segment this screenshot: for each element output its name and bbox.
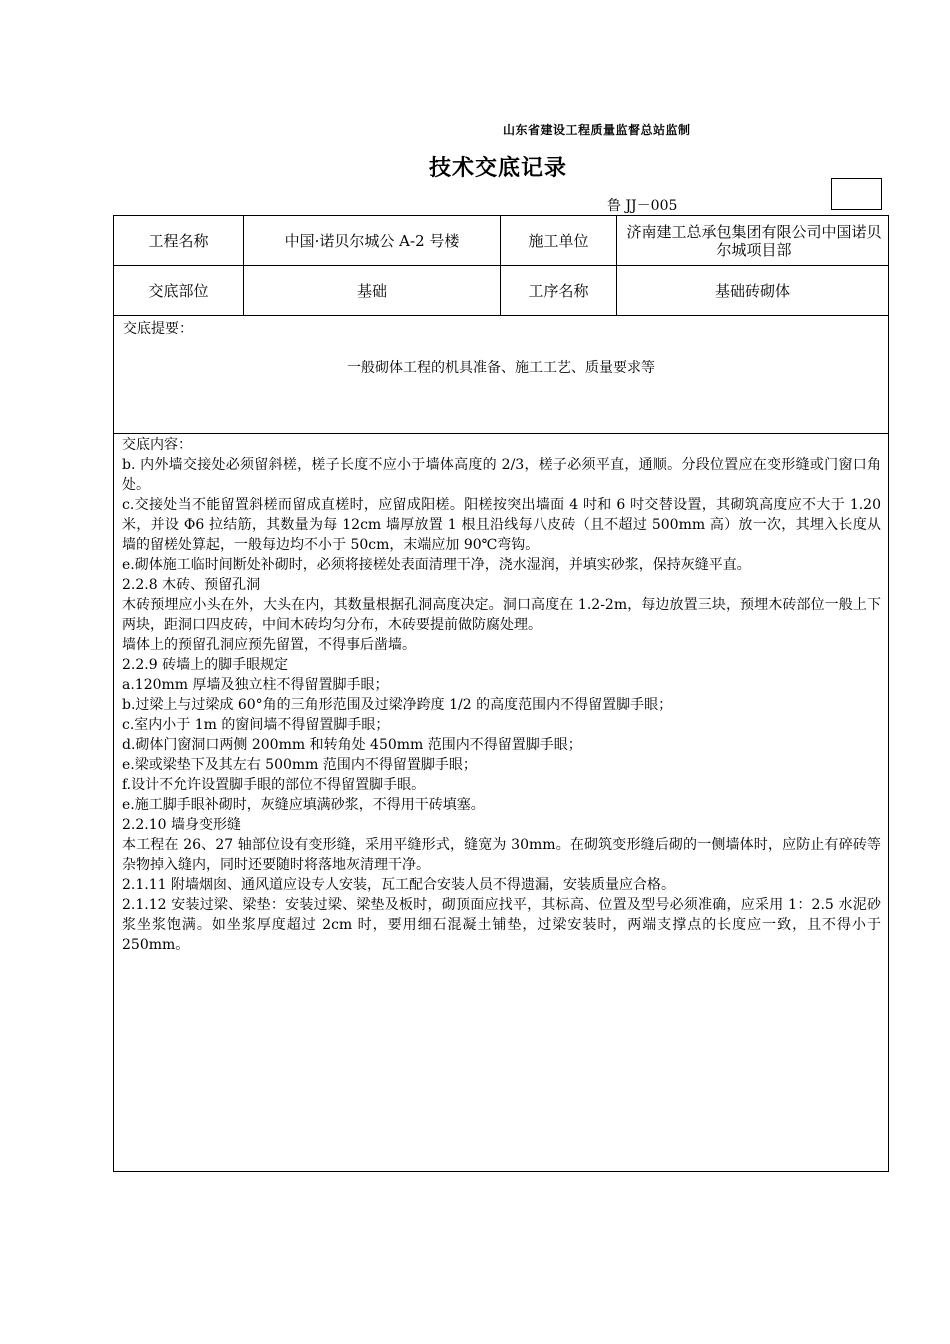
content-heading: 2.2.8 木砖、预留孔洞 bbox=[122, 577, 261, 593]
summary-label: 交底提要： bbox=[123, 321, 193, 337]
form-code: 鲁 JJ－005 bbox=[607, 198, 678, 214]
part-value: 基础 bbox=[356, 281, 387, 300]
project-name-label: 工程名称 bbox=[148, 231, 209, 250]
content-label: 交底内容： bbox=[122, 437, 192, 453]
part-label: 交底部位 bbox=[148, 281, 209, 300]
content-line: c.室内小于 1m 的窗间墙不得留置脚手眼； bbox=[122, 717, 390, 733]
contractor-label: 施工单位 bbox=[528, 231, 589, 250]
content-heading: 2.2.10 墙身变形缝 bbox=[122, 817, 241, 833]
page-title: 技术交底记录 bbox=[428, 156, 567, 181]
summary-text: 一般砌体工程的机具准备、施工工艺、质量要求等 bbox=[347, 360, 655, 376]
record-number-box[interactable] bbox=[831, 178, 882, 210]
content-line: 木砖预埋应小头在外，大头在内，其数量根据孔洞高度决定。洞口高度在 1.2-2m，每边放置三块，预埋木砖部位一般上下两块，距洞口四皮砖，中间木砖均匀分布，木砖要提前做防腐处理。 bbox=[122, 597, 881, 633]
content-line: 本工程在 26、27 轴部位设有变形缝，采用平缝形式，缝宽为 30mm。在砌筑变形缝后砌的一侧墙体时，应防止有碎砖等杂物掉入缝内，同时还要随时将落地灰清理干净。 bbox=[122, 837, 881, 873]
content-line: f.设计不允许设置脚手眼的部位不得留置脚手眼。 bbox=[122, 777, 426, 793]
content-line: e.梁或梁垫下及其左右 500mm 范围内不得留置脚手眼； bbox=[122, 757, 477, 773]
content-line: 2.1.11 附墙烟囱、通风道应设专人安装，瓦工配合安装人员不得遗漏，安装质量应合格。 bbox=[122, 877, 675, 893]
content-line: 2.1.12 安装过梁、梁垫：安装过梁、梁垫及板时，砌顶面应找平，其标高、位置及型号必须准确，应采用 1：2.5 水泥砂浆坐浆饱满。如坐浆厚度超过 2cm 时，要用细石混凝土铺垫，过梁安装时，两端支撑点的长度应一致，且不得小于 250mm。 bbox=[122, 897, 881, 953]
contractor-value: 济南建工总承包集团有限公司中国诺贝尔城项目部 bbox=[626, 222, 882, 259]
content-line: 墙体上的预留孔洞应预先留置，不得事后凿墙。 bbox=[122, 637, 416, 653]
row-divider bbox=[114, 315, 888, 316]
content-heading: 2.2.9 砖墙上的脚手眼规定 bbox=[122, 657, 289, 673]
project-name-value: 中国·诺贝尔城公 A-2 号楼 bbox=[284, 231, 460, 250]
row-divider bbox=[114, 433, 888, 434]
process-value: 基础砖砌体 bbox=[714, 281, 790, 300]
content-line: e.砌体施工临时间断处补砌时，必须将接槎处表面清理干净，浇水湿润，并填实砂浆，保持灰缝平直。 bbox=[122, 557, 751, 573]
process-label: 工序名称 bbox=[528, 281, 589, 300]
content-line: d.砌体门窗洞口两侧 200mm 和转角处 450mm 范围内不得留置脚手眼； bbox=[122, 737, 582, 753]
record-table bbox=[113, 215, 889, 1172]
content-line: b.过梁上与过梁成 60°角的三角形范围及过梁净跨度 1/2 的高度范围内不得留置脚手眼； bbox=[122, 697, 673, 713]
content-line: e.施工脚手眼补砌时，灰缝应填满砂浆，不得用干砖填塞。 bbox=[122, 797, 485, 813]
content-section bbox=[122, 435, 881, 955]
content-line: a.120mm 厚墙及独立柱不得留置脚手眼； bbox=[122, 677, 389, 693]
content-line: b. 内外墙交接处必须留斜槎，槎子长度不应小于墙体高度的 2/3，槎子必须平直，通顺。分段位置应在变形缝或门窗口角处。 bbox=[122, 457, 881, 493]
supervisor-label: 山东省建设工程质量监督总站监制 bbox=[503, 123, 691, 137]
content-line: c.交接处当不能留置斜槎而留成直槎时，应留成阳槎。阳槎按突出墙面 4 吋和 6 吋交替设置，其砌筑高度应不大于 1.20 米，并设 Φ6 拉结筋，其数量为每 12cm 墙厚放置 1 根且沿线每八皮砖（且不超过 500mm 高）放一次，其埋入长度从墙的留槎处算起，一般每边均不小于 50cm，末端应加 90℃弯钩。 bbox=[122, 497, 881, 553]
